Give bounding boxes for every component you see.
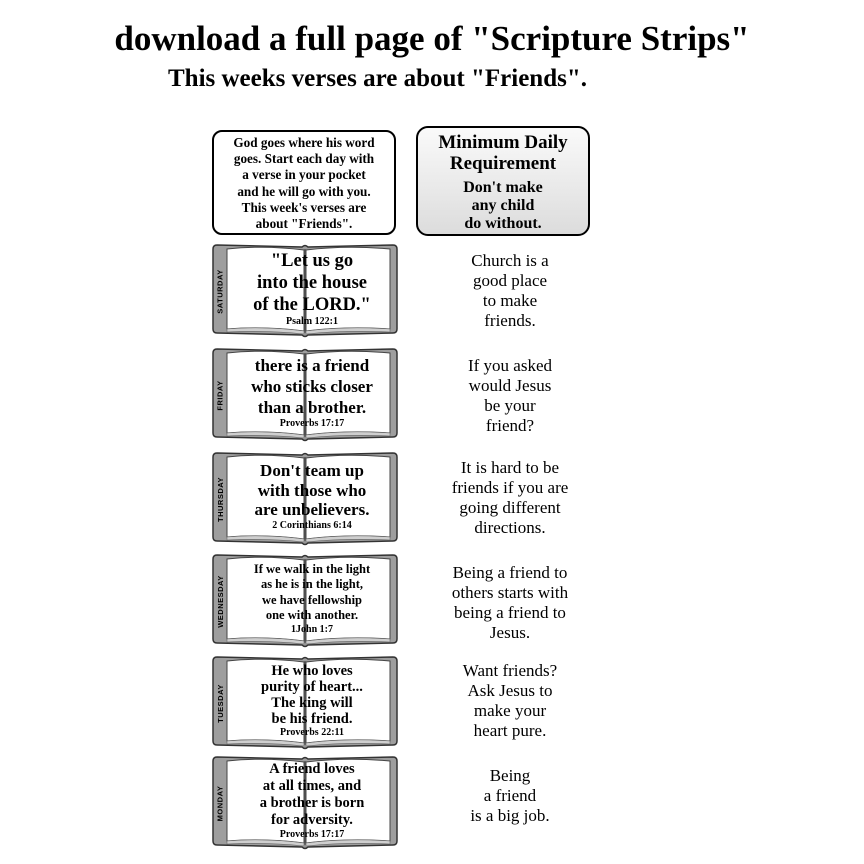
verse-line: "Let us go [270,250,354,271]
requirement-box [416,126,590,236]
verse-line: be his friend. [271,710,353,727]
requirement-sub-line: Don't make [463,179,543,196]
note-line: If you asked [467,356,553,375]
intro-line: God goes where his word [233,135,375,150]
day-label [214,459,226,539]
strip-note [420,563,600,643]
strip-note [420,766,600,826]
note-line: to make [482,291,538,310]
strip-note [420,251,600,331]
day-label-text: MONDAY [215,785,225,821]
strip-note [420,356,600,436]
verse-line: than a brother. [257,398,367,417]
note-line: Being a friend to [452,563,568,582]
verse-line: of the LORD." [253,294,371,315]
note-line: heart pure. [473,721,547,740]
verse-text [228,247,396,329]
intro-line: This week's verses are [241,199,367,215]
verse-line: who sticks closer [251,377,373,396]
verse-line: into the house [257,272,367,293]
requirement-sub-line: any child [471,197,535,214]
note-line: friend? [485,416,535,435]
day-label [214,251,226,331]
intro-line: about "Friends". [255,216,353,232]
verse-line: at all times, and [262,777,362,794]
intro-line: a verse in your pocket [242,167,366,183]
verse-line: purity of heart... [261,678,363,695]
verse-text [228,659,396,741]
verse-line: one with another. [265,608,359,622]
requirement-sub-line: do without. [464,215,542,232]
page-title: download a full page of "Scripture Strips" [114,19,750,58]
day-label [214,355,226,435]
verse-line: a brother is born [259,794,365,811]
verse-reference: 1John 1:7 [291,623,333,635]
verse-line: The king will [271,694,353,711]
requirement-title-line: Requirement [449,153,557,174]
verse-line: A friend loves [269,760,355,777]
note-line: Being [489,766,531,785]
verse-strip [210,243,400,339]
verse-text [228,351,396,433]
day-label-text: THURSDAY [215,476,225,522]
note-line: Ask Jesus to [467,681,553,700]
verse-text [228,759,396,841]
note-line: Jesus. [489,623,531,642]
intro-line: and he will go with you. [237,183,371,199]
verse-strip [210,553,400,649]
verse-reference: Proverbs 22:11 [280,726,344,738]
intro-box [212,130,396,235]
note-line: make your [473,701,547,720]
day-label [214,763,226,843]
verse-line: there is a friend [254,356,370,375]
verse-text [228,557,396,639]
verse-line: He who loves [271,662,353,679]
note-line: good place [472,271,548,290]
note-line: Church is a [471,251,549,270]
page-subtitle: This weeks verses are about "Friends". [168,65,587,92]
note-line: be your [484,396,536,415]
verse-strip [210,347,400,443]
verse-reference: 2 Corinthians 6:14 [272,519,352,531]
day-label [214,663,226,743]
day-label-text: SATURDAY [215,268,225,314]
note-line: being a friend to [454,603,566,622]
verse-line: with those who [257,480,367,500]
day-label-text: WEDNESDAY [215,574,225,628]
verse-reference: Psalm 122:1 [286,315,338,327]
verse-reference: Proverbs 17:17 [279,418,345,429]
note-line: directions. [474,518,546,537]
note-line: a friend [483,786,537,805]
verse-text [228,455,396,537]
note-line: Want friends? [462,661,558,680]
verse-reference: Proverbs 17:17 [279,828,345,840]
verse-line: as he is in the light, [260,577,364,591]
note-line: friends if you are [451,478,569,497]
verse-strip [210,451,400,547]
verse-line: Don't team up [260,461,364,481]
note-line: friends. [484,311,536,330]
intro-line: goes. Start each day with [233,151,375,167]
note-line: It is hard to be [460,458,560,477]
verse-line: for adversity. [271,811,353,828]
verse-strip [210,655,400,751]
day-label-text: FRIDAY [215,379,225,411]
requirement-title-line: Minimum Daily [438,132,568,153]
verse-line: we have fellowship [262,592,362,607]
note-line: others starts with [451,583,569,602]
verse-line: are unbelievers. [254,500,370,520]
day-label [214,561,226,641]
note-line: going different [459,498,561,517]
strip-note [420,661,600,741]
note-line: is a big job. [470,806,550,825]
day-label-text: TUESDAY [215,683,225,723]
verse-line: If we walk in the light [253,561,371,576]
verse-strip [210,755,400,851]
note-line: would Jesus [468,376,552,395]
strip-note [420,458,600,538]
